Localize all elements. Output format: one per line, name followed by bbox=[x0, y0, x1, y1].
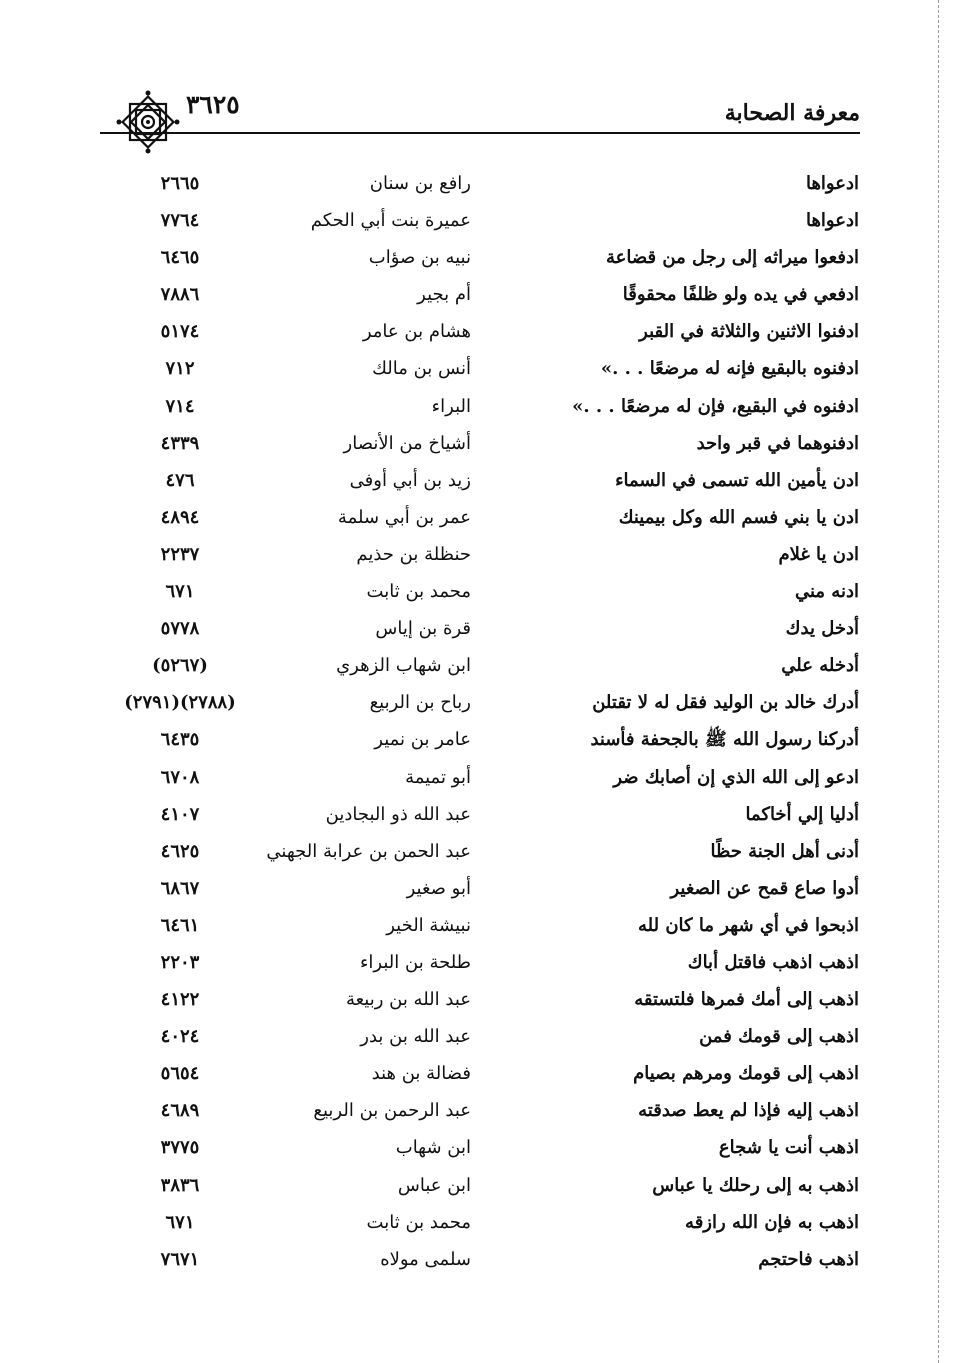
hadith-text: أدخل يدك bbox=[785, 618, 859, 640]
narrator-name: أم بجير bbox=[417, 284, 471, 306]
narrator-name: رباح بن الربيع bbox=[369, 692, 471, 714]
narrator-name: محمد بن ثابت bbox=[366, 1211, 471, 1233]
narrator-name: أبو تميمة bbox=[405, 766, 471, 788]
index-row bbox=[0, 165, 961, 202]
narrator-name: فضالة بن هند bbox=[371, 1063, 471, 1085]
index-row bbox=[0, 1241, 961, 1278]
page-header bbox=[100, 88, 860, 136]
index-row bbox=[0, 425, 961, 462]
index-row bbox=[0, 1167, 961, 1204]
index-row bbox=[0, 388, 961, 425]
reference-number: ٤٣٣٩ bbox=[160, 432, 200, 454]
narrator-name: عميرة بنت أبي الحكم bbox=[310, 210, 471, 232]
hadith-text: اذهب أنت يا شجاع bbox=[718, 1137, 859, 1159]
hadith-text: ادفنوا الاثنين والثلاثة في القبر bbox=[639, 321, 859, 343]
reference-number: (٢٧٨٨)(٢٧٩١) bbox=[124, 692, 236, 714]
narrator-name: أنس بن مالك bbox=[372, 358, 471, 380]
narrator-name: عامر بن نمير bbox=[374, 729, 471, 751]
index-row bbox=[0, 610, 961, 647]
hadith-text: اذهب فاحتجم bbox=[758, 1248, 859, 1270]
hadith-text: ادن يا غلام bbox=[778, 543, 859, 565]
hadith-text: اذهب إلى قومك ومرهم بصيام bbox=[633, 1063, 859, 1085]
reference-number: ٦٧٠٨ bbox=[160, 766, 200, 788]
hadith-text: اذبحوا في أي شهر ما كان لله bbox=[637, 914, 859, 936]
index-row bbox=[0, 647, 961, 684]
reference-number: ٤١٠٧ bbox=[160, 803, 200, 825]
hadith-text: ادفعوا ميراثه إلى رجل من قضاعة bbox=[606, 247, 859, 269]
index-row bbox=[0, 1129, 961, 1166]
index-row bbox=[0, 350, 961, 387]
hadith-text: أدرك خالد بن الوليد فقل له لا تقتلن bbox=[592, 692, 859, 714]
narrator-name: هشام بن عامر bbox=[362, 321, 471, 343]
narrator-name: عبد الله بن ربيعة bbox=[345, 989, 471, 1011]
index-row bbox=[0, 1204, 961, 1241]
narrator-name: أشياخ من الأنصار bbox=[343, 432, 471, 454]
running-title: معرفة الصحابة bbox=[724, 100, 860, 126]
index-row bbox=[0, 684, 961, 721]
hadith-text: ادفنوه بالبقيع فإنه له مرضعًا . . .» bbox=[600, 358, 859, 380]
index-row bbox=[0, 981, 961, 1018]
islamic-star-ornament-icon bbox=[116, 90, 180, 154]
narrator-name: عبد الله ذو البجادين bbox=[325, 803, 471, 825]
index-row bbox=[0, 1018, 961, 1055]
index-row bbox=[0, 239, 961, 276]
narrator-name: محمد بن ثابت bbox=[366, 581, 471, 603]
index-row bbox=[0, 276, 961, 313]
reference-number: ٧٧٦٤ bbox=[160, 210, 200, 232]
hadith-text: أدخله علي bbox=[781, 655, 859, 677]
page-number: ٣٦٢٥ bbox=[186, 90, 240, 119]
reference-number: (٥٢٦٧) bbox=[152, 655, 208, 677]
narrator-name: نبيه بن صؤاب bbox=[368, 247, 471, 269]
index-row bbox=[0, 870, 961, 907]
hadith-text: ادعواها bbox=[805, 173, 859, 194]
hadith-text: اذهب به فإن الله رازقه bbox=[685, 1211, 859, 1233]
reference-number: ٤١٢٢ bbox=[160, 989, 200, 1011]
narrator-name: قرة بن إياس bbox=[375, 618, 471, 640]
narrator-name: طلحة بن البراء bbox=[359, 951, 471, 973]
narrator-name: سلمى مولاه bbox=[380, 1248, 471, 1270]
narrator-name: زيد بن أبي أوفى bbox=[349, 469, 471, 491]
narrator-name: حنظلة بن حذيم bbox=[356, 543, 471, 565]
index-row bbox=[0, 907, 961, 944]
hadith-text: ادنه مني bbox=[794, 581, 859, 603]
reference-number: ٤٨٩٤ bbox=[160, 506, 200, 528]
narrator-name: ابن شهاب bbox=[395, 1137, 471, 1159]
narrator-name: عبد الرحمن بن الربيع bbox=[313, 1100, 471, 1122]
hadith-text: اذهب إلى أمك فمرها فلتستقه bbox=[634, 989, 859, 1011]
index-row bbox=[0, 759, 961, 796]
reference-number: ٦٨٦٧ bbox=[160, 877, 200, 899]
narrator-name: نبيشة الخير bbox=[386, 914, 471, 936]
hadith-text: اذهب اذهب فاقتل أباك bbox=[687, 951, 859, 973]
reference-number: ٧١٢ bbox=[165, 358, 195, 380]
reference-number: ٧٨٨٦ bbox=[160, 284, 200, 306]
reference-number: ٤٦٨٩ bbox=[160, 1100, 200, 1122]
index-row bbox=[0, 944, 961, 981]
narrator-name: رافع بن سنان bbox=[369, 173, 471, 194]
reference-number: ٣٨٣٦ bbox=[160, 1174, 200, 1196]
hadith-text: اذهب به إلى رحلك يا عباس bbox=[652, 1174, 859, 1196]
index-row bbox=[0, 796, 961, 833]
hadith-text: أدوا صاع قمح عن الصغير bbox=[670, 877, 859, 899]
index-row bbox=[0, 573, 961, 610]
index-row bbox=[0, 833, 961, 870]
index-row bbox=[0, 536, 961, 573]
index-row bbox=[0, 721, 961, 758]
reference-number: ٦٧١ bbox=[165, 581, 195, 603]
hadith-text: ادفنوهما في قبر واحد bbox=[696, 432, 859, 454]
index-row bbox=[0, 499, 961, 536]
index-table bbox=[0, 165, 961, 1278]
reference-number: ٢٢٠٣ bbox=[160, 951, 200, 973]
index-row bbox=[0, 1055, 961, 1092]
hadith-text: أدليا إلي أخاكما bbox=[745, 803, 859, 825]
hadith-text: ادعو إلى الله الذي إن أصابك ضر bbox=[613, 766, 859, 788]
hadith-text: ادفنوه في البقيع، فإن له مرضعًا . . .» bbox=[572, 395, 859, 417]
reference-number: ٢٢٣٧ bbox=[160, 543, 200, 565]
reference-number: ٦٤٦٥ bbox=[160, 247, 200, 269]
reference-number: ٤٧٦ bbox=[165, 469, 195, 491]
index-row bbox=[0, 1092, 961, 1129]
reference-number: ٥١٧٤ bbox=[160, 321, 200, 343]
narrator-name: عمر بن أبي سلمة bbox=[337, 506, 471, 528]
narrator-name: ابن شهاب الزهري bbox=[336, 655, 471, 677]
reference-number: ٦٧١ bbox=[165, 1211, 195, 1233]
index-row bbox=[0, 462, 961, 499]
narrator-name: ابن عباس bbox=[397, 1174, 471, 1196]
hadith-text: اذهب إليه فإذا لم يعط صدقته bbox=[638, 1100, 859, 1122]
reference-number: ٤٦٢٥ bbox=[160, 840, 200, 862]
reference-number: ٦٤٦١ bbox=[160, 914, 200, 936]
reference-number: ٦٤٣٥ bbox=[160, 729, 200, 751]
hadith-text: أدنى أهل الجنة حظًا bbox=[710, 840, 859, 862]
reference-number: ٣٧٧٥ bbox=[160, 1137, 200, 1159]
reference-number: ٥٧٧٨ bbox=[160, 618, 200, 640]
reference-number: ٢٦٦٥ bbox=[160, 173, 200, 194]
narrator-name: البراء bbox=[431, 395, 471, 417]
narrator-name: أبو صغير bbox=[406, 877, 471, 899]
narrator-name: عبد الحمن بن عرابة الجهني bbox=[266, 840, 471, 862]
reference-number: ٥٦٥٤ bbox=[160, 1063, 200, 1085]
hadith-text: اذهب إلى قومك فمن bbox=[699, 1026, 859, 1048]
index-row bbox=[0, 313, 961, 350]
reference-number: ٧١٤ bbox=[165, 395, 195, 417]
narrator-name: عبد الله بن بدر bbox=[360, 1026, 471, 1048]
header-rule bbox=[100, 132, 860, 134]
hadith-text: ادن يا بني فسم الله وكل بيمينك bbox=[618, 506, 859, 528]
index-row bbox=[0, 202, 961, 239]
hadith-text: أدركنا رسول الله ﷺ بالجحفة فأسند bbox=[590, 729, 859, 751]
reference-number: ٧٦٧١ bbox=[160, 1248, 200, 1270]
reference-number: ٤٠٢٤ bbox=[160, 1026, 200, 1048]
hadith-text: ادفعي في يده ولو ظلفًا محقوقًا bbox=[622, 284, 859, 306]
hadith-text: ادن يأمين الله تسمى في السماء bbox=[615, 469, 859, 491]
hadith-text: ادعواها bbox=[805, 210, 859, 232]
